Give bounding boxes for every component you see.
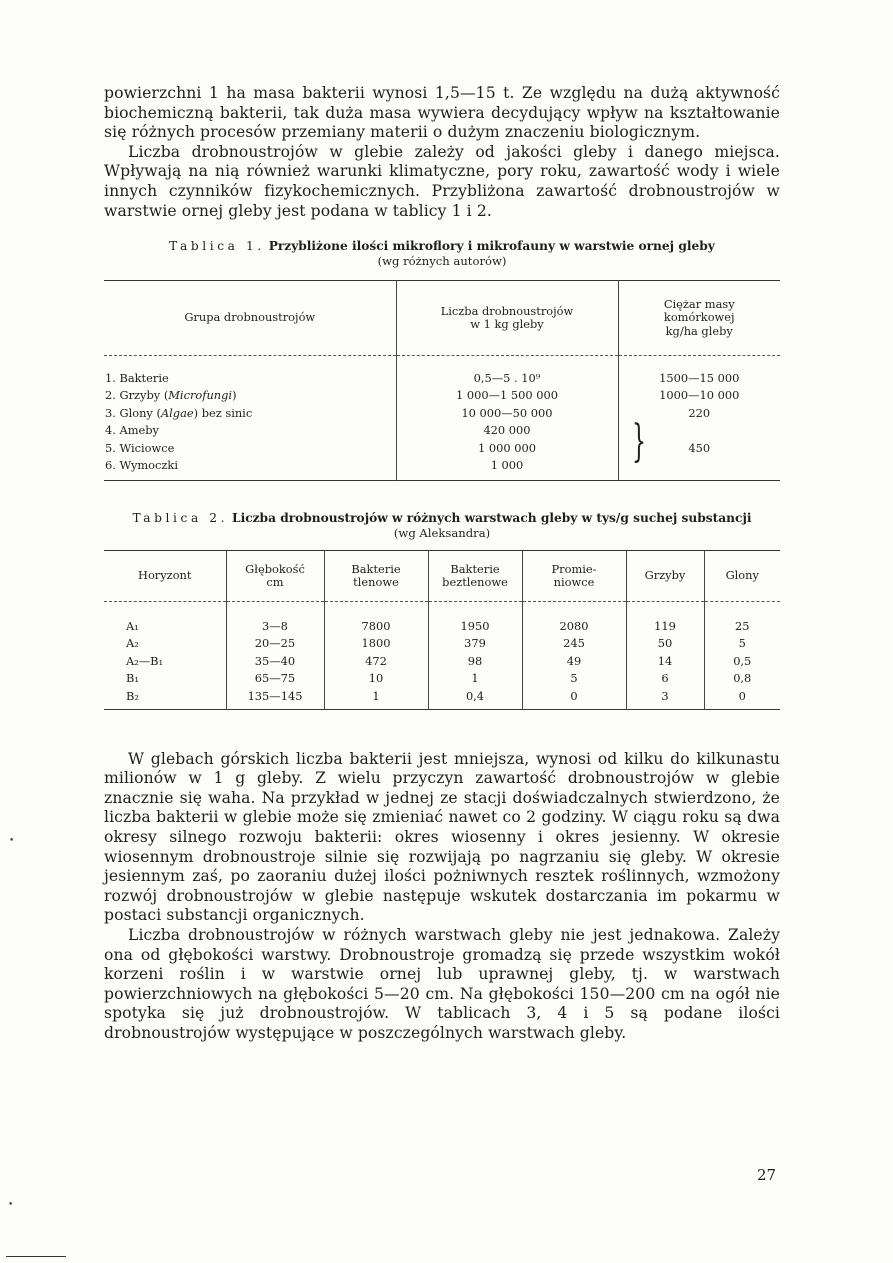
- table-2-header-horizon: Horyzont: [138, 568, 192, 583]
- table-1-title: Przybliżone ilości mikroflory i mikrofauny w warstwie ornej gleby: [268, 239, 715, 254]
- table-1-caption: [104, 239, 780, 254]
- table-1-cell-count: 1 000: [396, 457, 618, 475]
- table-2-cell-aer: 1800: [324, 635, 428, 653]
- table-2-header-actino-line1: Promie-: [551, 561, 597, 576]
- table-2-header-aerobic-line2: tlenowe: [353, 575, 399, 590]
- table-1-header-count: [396, 281, 618, 356]
- table-2-cell-depth: 65—75: [226, 670, 324, 688]
- table-2: [104, 511, 780, 710]
- table-2-cell-depth: 20—25: [226, 635, 324, 653]
- table-2-cell-fungi: 3: [626, 688, 704, 706]
- page-content: [104, 84, 780, 1044]
- table-2-header-actinomycetes: [522, 551, 626, 602]
- table-1-cell-mass: 220: [618, 405, 780, 423]
- scan-edge-line: [6, 1256, 66, 1257]
- table-2-cell-actino: 49: [522, 653, 626, 671]
- table-2-cell-anaer: 1: [428, 670, 522, 688]
- table-2-header-anaerobic-line1: Bakterie: [450, 561, 500, 576]
- table-2-cell-algae: 0: [704, 688, 780, 706]
- table-2-label: Tablica 2.: [132, 511, 229, 526]
- table-1-cell-mass: 450: [688, 440, 711, 455]
- table-2-cell-algae: 5: [704, 635, 780, 653]
- table-1-cell-name: 1. Bakterie: [105, 370, 169, 385]
- table-1-cell-mass: 1000—10 000: [618, 387, 780, 405]
- table-2-cell-actino: 5: [522, 670, 626, 688]
- table-2-header-actino-line2: niowce: [553, 575, 595, 590]
- table-1-header-count-line1: Liczba drobnoustrojów: [440, 303, 574, 318]
- table-2-cell-algae: 0,8: [704, 670, 780, 688]
- table-2-header-depth-line2: cm: [266, 575, 284, 590]
- table-2-cell-anaer: 379: [428, 635, 522, 653]
- table-1-cell-name-text: ): [232, 388, 237, 403]
- table-row: [104, 688, 780, 706]
- table-1-cell-name-text: 2. Grzyby (: [105, 388, 169, 403]
- table-2-header-algae: Glony: [704, 551, 780, 602]
- paragraph-1: powierzchni 1 ha masa bakterii wynosi 1,5—15 t. Ze względu na dużą aktywność biochemiczną bakterii, tak duża masa wywiera decydujący wpływ na kształtowanie się różnych procesów przemiany materii o dużym znaczeniu biologicznym.: [104, 84, 780, 142]
- table-2-cell-anaer: 0,4: [428, 688, 522, 706]
- table-row: [104, 670, 780, 688]
- table-2-header-depth: [226, 551, 324, 602]
- table-1-header-row: [104, 281, 780, 356]
- table-1-subtitle: (wg różnych autorów): [377, 254, 507, 269]
- table-2-caption: [104, 511, 780, 526]
- table-2-cell-h: B₂: [126, 688, 139, 703]
- table-2-cell-h: A₂—B₁: [126, 653, 164, 668]
- table-2-cell-fungi: 6: [626, 670, 704, 688]
- table-2-cell-depth: 35—40: [226, 653, 324, 671]
- table-2-cell-h: B₁: [126, 671, 139, 686]
- table-1-cell-name-latin: Algae: [160, 405, 194, 420]
- table-2-header-aerobic: [324, 551, 428, 602]
- table-2-cell-actino: 2080: [522, 618, 626, 636]
- table-1-cell-name: 4. Ameby: [105, 423, 159, 438]
- table-2-cell-actino: 245: [522, 635, 626, 653]
- table-2-cell-actino: 0: [522, 688, 626, 706]
- table-2-header-anaerobic: [428, 551, 522, 602]
- table-2-cell-aer: 10: [324, 670, 428, 688]
- table-2-cell-anaer: 1950: [428, 618, 522, 636]
- scan-speck: •: [9, 836, 15, 846]
- table-2-subtitle: (wg Aleksandra): [393, 526, 491, 541]
- table-2-header-depth-line1: Głębokość: [245, 561, 305, 576]
- table-2-cell-algae: 0,5: [704, 653, 780, 671]
- table-row: [104, 422, 780, 440]
- table-1-header-count-line2: w 1 kg gleby: [470, 317, 544, 332]
- table-1: [104, 239, 780, 481]
- table-2-cell-aer: 7800: [324, 618, 428, 636]
- table-2-cell-depth: 3—8: [226, 618, 324, 636]
- table-2-header-anaerobic-line2: beztlenowe: [442, 575, 508, 590]
- table-1-cell-name-latin: Microfungi: [168, 388, 233, 403]
- table-2-cell-h: A₁: [126, 618, 139, 633]
- table-2-cell-aer: 1: [324, 688, 428, 706]
- table-2-header-aerobic-line1: Bakterie: [351, 561, 401, 576]
- table-1-grid: [104, 280, 780, 481]
- table-row: [104, 618, 780, 636]
- table-2-cell-fungi: 14: [626, 653, 704, 671]
- table-2-cell-fungi: 119: [626, 618, 704, 636]
- table-1-label: Tablica 1.: [169, 239, 265, 254]
- table-2-grid: [104, 550, 780, 710]
- table-1-cell-name-text: ) bez sinic: [193, 405, 253, 420]
- table-2-header-fungi: Grzyby: [626, 551, 704, 602]
- table-1-cell-count: 0,5—5 . 10⁹: [396, 370, 618, 388]
- table-row: [104, 370, 780, 388]
- table-row: [104, 635, 780, 653]
- table-1-cell-mass-grouped: [618, 416, 780, 475]
- table-1-cell-name: 5. Wiciowce: [105, 440, 175, 455]
- table-1-cell-count: 1 000 000: [396, 440, 618, 458]
- table-1-cell-name: 6. Wymoczki: [105, 458, 178, 473]
- table-1-cell-count: 1 000—1 500 000: [396, 387, 618, 405]
- table-1-cell-name: [104, 387, 396, 405]
- table-1-cell-name: [104, 405, 396, 423]
- scan-speck: •: [8, 1200, 14, 1210]
- table-row: [104, 653, 780, 671]
- table-2-cell-fungi: 50: [626, 635, 704, 653]
- page-number: 27: [757, 1166, 777, 1184]
- paragraph-4: Liczba drobnoustrojów w różnych warstwach gleby nie jest jednakowa. Zależy ona od głębokości warstwy. Drobnoustroje gromadzą się przede wszystkim wokół korzeni roślin i w warstwie ornej lub uprawnej gleby, tj. w warstwach powierzchniowych na głębokości 5—20 cm. Na głębokości 150—200 cm na ogół nie spotyka się już drobnoustrojów. W tablicach 3, 4 i 5 są podane ilości drobnoustrojów występujące w poszczególnych warstwach gleby.: [104, 926, 780, 1042]
- table-1-header-mass-line2: komórkowej: [663, 310, 735, 325]
- table-1-header-group: Grupa drobnoustrojów: [184, 310, 316, 325]
- table-2-cell-h: A₂: [126, 636, 139, 651]
- table-1-header-mass-line3: kg/ha gleby: [665, 323, 733, 338]
- table-2-cell-depth: 135—145: [226, 688, 324, 706]
- paragraph-3: W glebach górskich liczba bakterii jest mniejsza, wynosi od kilku do kilkunastu milionów w 1 g gleby. Z wielu przyczyn zawartość drobnoustrojów w glebie znacznie się waha. Na przykład w jednej ze stacji doświadczalnych stwierdzono, że liczba bakterii w glebie może się zmieniać nawet co 2 godziny. W ciągu roku są dwa okresy silnego rozwoju bakterii: okres wiosenny i okres jesienny. W okresie wiosennym drobnoustroje silnie się rozwijają po nagrzaniu się gleby. W okresie jesiennym zaś, po zaoraniu dużej ilości pożniwnych resztek roślinnych, wzmożony rozwój drobnoustrojów w glebie następuje wskutek dostarczania im pokarmu w postaci substancji organicznych.: [104, 749, 780, 925]
- table-1-cell-count: 10 000—50 000: [396, 405, 618, 423]
- table-2-header-row: [104, 551, 780, 602]
- paragraph-2: Liczba drobnoustrojów w glebie zależy od jakości gleby i danego miejsca. Wpływają na nią również warunki klimatyczne, pory roku, zawartość wody i wiele innych czynników fizykochemicznych. Przybliżona zawartość drobnoustrojów w warstwie ornej gleby jest podana w tablicy 1 i 2.: [104, 142, 780, 220]
- table-2-cell-anaer: 98: [428, 653, 522, 671]
- table-2-title: Liczba drobnoustrojów w różnych warstwach gleby w tys/g suchej substancji: [232, 511, 752, 526]
- table-2-body: [104, 618, 780, 706]
- table-1-cell-mass: 1500—15 000: [618, 370, 780, 388]
- table-1-cell-count: 420 000: [396, 422, 618, 440]
- table-2-cell-aer: 472: [324, 653, 428, 671]
- table-row: [104, 405, 780, 423]
- table-1-header-mass: [618, 281, 780, 356]
- table-1-header-mass-line1: Ciężar masy: [663, 296, 735, 311]
- table-2-cell-algae: 25: [704, 618, 780, 636]
- brace-symbol: }: [631, 416, 646, 468]
- table-1-cell-name-text: 3. Glony (: [105, 405, 161, 420]
- table-row: [104, 387, 780, 405]
